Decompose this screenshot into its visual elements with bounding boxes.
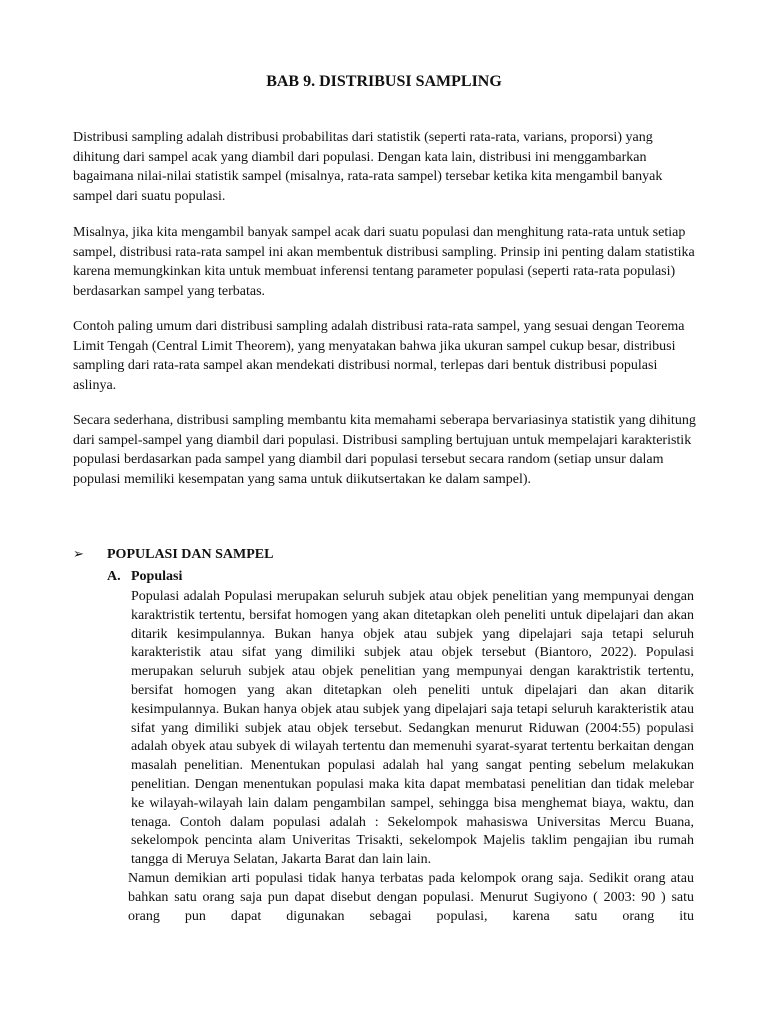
paragraph-1: Distribusi sampling adalah distribusi probabilitas dari statistik (seperti rata-rata, varians, proporsi) yang dihitung dari sampel acak yang diambil dari populasi. Dengan kata lain, distribusi ini menggambarkan bagaimana nilai-nilai statistik sampel (misalnya, rata-rata sampel) tersebar ketika kita mengambil banyak sampel dari suatu populasi. <box>73 130 663 204</box>
paragraph-2: Misalnya, jika kita mengambil banyak sampel acak dari suatu populasi dan menghitung rata-rata untuk setiap sampel, distribusi rata-rata sampel ini akan membentuk distribusi sampling. Prinsip ini penting dalam statistika karena memungkinkan kita untuk membuat inferensi tentang parameter populasi (seperti rata-rata populasi) berdasarkan sampel yang terbatas. <box>73 225 695 299</box>
populasi-paragraph-2: Namun demikian arti populasi tidak hanya terbatas pada kelompok orang saja. Sedikit orang atau bahkan satu orang saja pun dapat disebut dengan populasi. Menurut Sugiyono ( 2003: 90 ) satu orang pun dapat digunakan sebagai populasi, karena satu orang itu <box>128 871 694 925</box>
paragraph-3: Contoh paling umum dari distribusi sampling adalah distribusi rata-rata sampel, yang sesuai dengan Teorema Limit Tengah (Central Limit Theorem), yang menyatakan bahwa jika ukuran sampel cukup besar, distribusi sampling dari rata-rata sampel akan mendekati distribusi normal, terlepas dari bentuk distribusi populasi aslinya. <box>73 319 685 393</box>
paragraph-4: Secara sederhana, distribusi sampling membantu kita memahami seberapa bervariasinya statistik yang dihitung dari sampel-sampel yang diambil dari populasi. Distribusi sampling bertujuan untuk mempelajari karakteristik populasi berdasarkan pada sampel yang diambil dari populasi tersebut secara random (setiap unsur dalam populasi memiliki kesempatan yang sama untuk diikutsertakan ke dalam sampel). <box>73 413 696 487</box>
section-heading-text: POPULASI DAN SAMPEL <box>107 547 274 562</box>
subsection-heading-text: Populasi <box>131 569 183 584</box>
subsection-heading <box>107 567 182 587</box>
section-heading <box>73 545 693 565</box>
page-title: BAB 9. DISTRIBUSI SAMPLING <box>266 73 502 90</box>
subsection-marker: A. <box>107 569 121 584</box>
arrow-bullet-icon: ➢ <box>73 547 84 562</box>
populasi-paragraph-1: Populasi adalah Populasi merupakan seluruh subjek atau objek penelitian yang mempunyai dengan karaktristik tertentu, bersifat homogen yang akan ditetapkan oleh peneliti untuk dipelajari dan akan ditarik kesimpulannya. Bukan hanya objek atau subjek yang dipelajari saja tetapi seluruh karakteristik atau sifat yang dimiliki subjek atau objek tersebut (Biantoro, 2022). Populasi merupakan seluruh subjek atau objek penelitian yang mempunyai dengan karaktristik tertentu, bersifat homogen yang akan ditetapkan oleh peneliti untuk dipelajari dan akan ditarik kesimpulannya. Bukan hanya objek atau subjek yang dipelajari saja tetapi seluruh karakteristik atau sifat yang dimiliki subjek atau objek tersebut. Sedangkan menurut Riduwan (2004:55) populasi adalah obyek atau subyek di wilayah tertentu dan memenuhi syarat-syarat tertentu berkaitan dengan masalah penelitian. Menentukan populasi adalah hal yang sangat penting sebelum melakukan penelitian. Dengan menentukan populasi maka kita dapat membatasi penelitian dan tidak melebar ke wilayah-wilayah lain dalam pengambilan sampel, sehingga bisa menghemat biaya, waktu, dan tenaga. Contoh dalam populasi adalah : Sekelompok mahasiswa Universitas Mercu Buana, sekelompok pencinta alam Univeritas Trisakti, sekelompok Majelis taklim pengajian ibu rumah tangga di Meruya Selatan, Jakarta Barat dan lain lain. <box>131 589 694 868</box>
